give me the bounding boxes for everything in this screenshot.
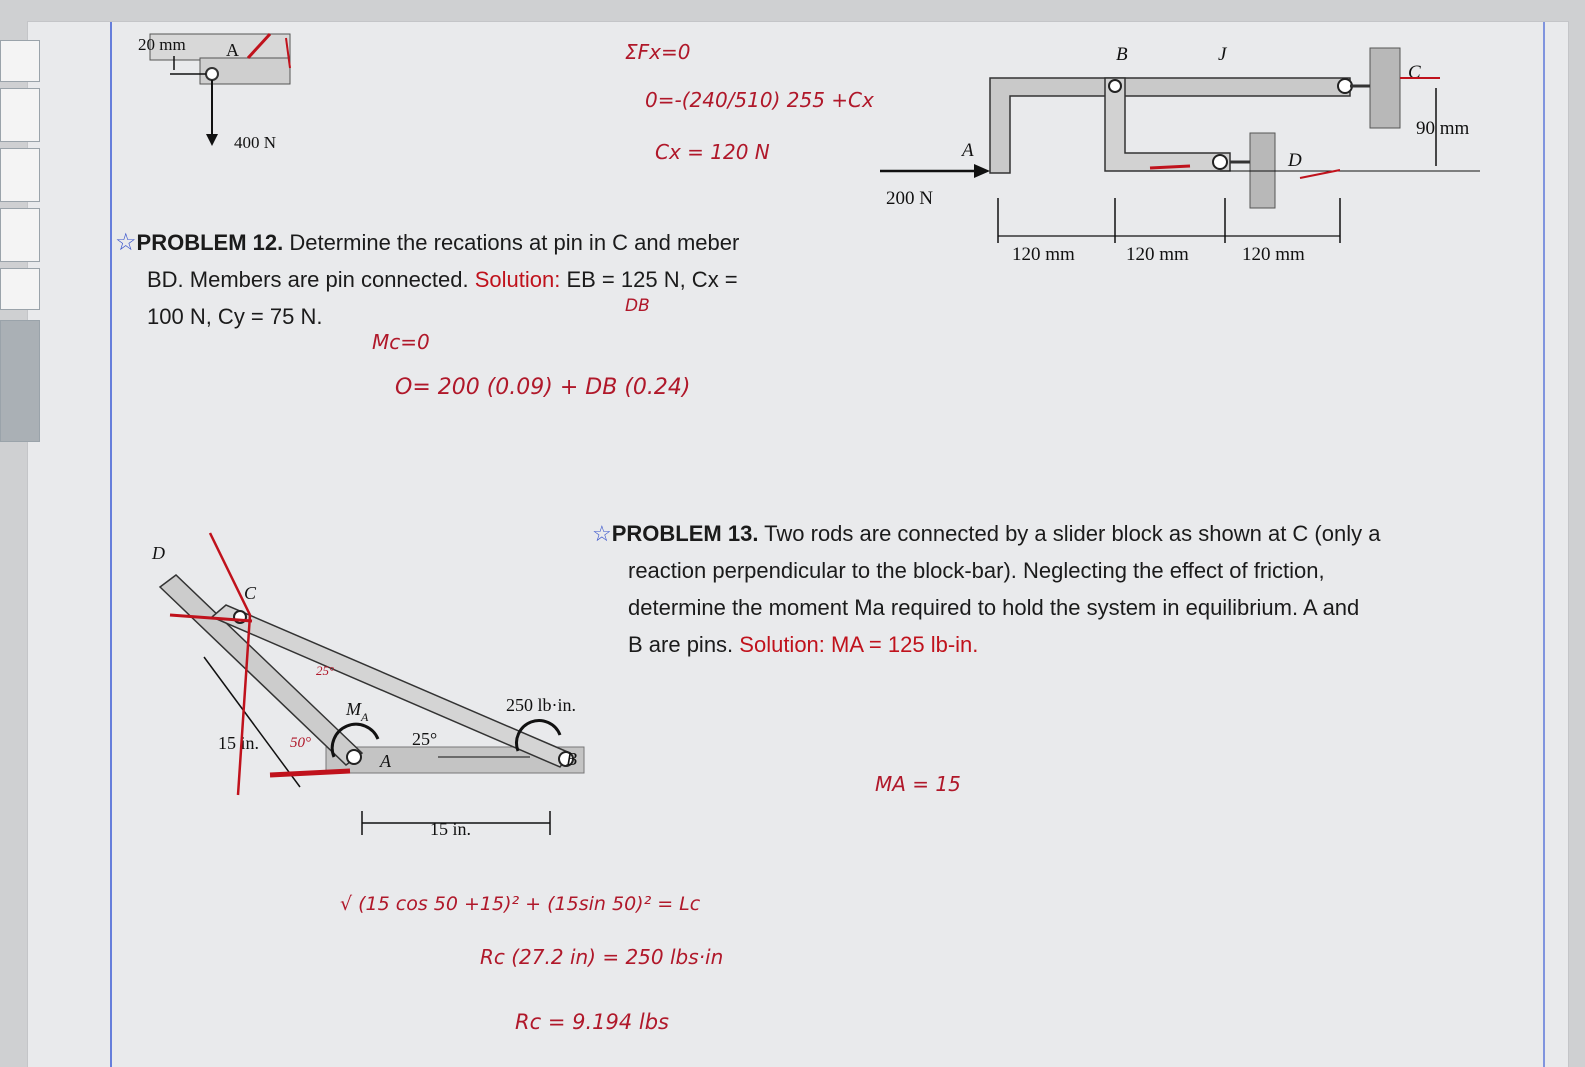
slider-figure: [140, 525, 620, 855]
hw-cx: Cx = 120 N: [655, 140, 770, 164]
problem-13: [592, 515, 1492, 663]
hw-rc-val: Rc = 9.194 lbs: [515, 1010, 669, 1034]
margin-line-right: [1543, 22, 1545, 1067]
star-icon: ☆: [115, 229, 137, 256]
moment-b-label: 250 lb·in.: [506, 695, 576, 715]
problem-13-title: PROBLEM 13.: [611, 521, 759, 546]
thumbnail-page-active[interactable]: [0, 320, 40, 442]
label-c: C: [244, 583, 257, 603]
problem-12-text-a: Determine the recations at pin in C and meber: [283, 230, 740, 255]
hw-angle-b: 25°: [316, 663, 335, 678]
dim-horizontal: 15 in.: [430, 819, 472, 839]
thumbnail-page[interactable]: [0, 208, 40, 262]
wall-c: [1370, 48, 1400, 128]
dim-120mm-1: 120 mm: [1012, 244, 1075, 265]
problem-13-line1: Two rods are connected by a slider block as shown at C (only a: [758, 521, 1381, 546]
problem-12-text-c: 100 N, Cy = 75 N.: [147, 304, 323, 329]
hw-sqrt-eq: √ (15 cos 50 +15)² + (15sin 50)² = Lc: [340, 893, 701, 915]
label-b: B: [566, 749, 577, 769]
dim-90mm: 90 mm: [1416, 118, 1470, 139]
frame-figure: [870, 38, 1510, 278]
dim-20mm: 20 mm: [138, 35, 186, 54]
thumbnail-strip[interactable]: [0, 40, 40, 400]
problem-13-solution: MA = 125 lb-in.: [831, 632, 979, 657]
label-d: D: [152, 543, 165, 563]
moment-a-label: $M_A$: [346, 699, 369, 724]
hw-angle-a: 50°: [290, 735, 311, 751]
hw-mc: Mc=0: [372, 330, 430, 354]
dim-vertical: 15 in.: [218, 733, 260, 753]
top-force-figure: [130, 28, 330, 158]
hw-db-note: DB: [625, 296, 650, 316]
label-b: B: [1116, 44, 1128, 65]
hw-eq-fx: 0=-(240/510) 255 +Cx: [645, 88, 874, 112]
problem-12-text-b: BD. Members are pin connected.: [147, 267, 475, 292]
label-a: A: [962, 140, 974, 161]
problem-13-solution-label: Solution:: [739, 632, 832, 657]
problem-13-line3: determine the moment Ma required to hold the system in equilibrium. A and: [628, 595, 1360, 620]
thumbnail-page[interactable]: [0, 268, 40, 310]
margin-line: [110, 22, 112, 1067]
problem-12: [115, 224, 875, 335]
problem-12-title: PROBLEM 12.: [136, 230, 284, 255]
hw-moment-eq: O= 200 (0.09) + DB (0.24): [395, 375, 691, 400]
problem-12-solution: EB = 125 N, Cx =: [566, 267, 738, 292]
thumbnail-page[interactable]: [0, 88, 40, 142]
pin-a: [206, 68, 218, 80]
label-d: D: [1288, 150, 1302, 171]
problem-12-solution-label: Solution:: [474, 267, 567, 292]
star-icon: ☆: [592, 521, 612, 546]
arrow-icon: [206, 134, 218, 146]
label-j: J: [1218, 44, 1227, 65]
label-a: A: [380, 751, 391, 771]
thumbnail-page[interactable]: [0, 40, 40, 82]
hw-ma: MA = 15: [875, 772, 961, 796]
force-200n: 200 N: [886, 188, 933, 209]
arrow-icon: [974, 164, 990, 178]
problem-13-line4: B are pins.: [628, 632, 740, 657]
problem-13-line2: reaction perpendicular to the block-bar). Neglecting the effect of friction,: [628, 558, 1325, 583]
label-c: C: [1408, 62, 1421, 83]
angle-label: 25°: [412, 729, 438, 749]
hw-sum-fx: ΣFx=0: [625, 40, 691, 64]
thumbnail-page[interactable]: [0, 148, 40, 202]
force-400n: 400 N: [234, 133, 277, 152]
dim-120mm-3: 120 mm: [1242, 244, 1305, 265]
label-a: A: [226, 40, 239, 60]
dim-120mm-2: 120 mm: [1126, 244, 1189, 265]
hw-rc-eq: Rc (27.2 in) = 250 lbs·in: [480, 945, 724, 969]
